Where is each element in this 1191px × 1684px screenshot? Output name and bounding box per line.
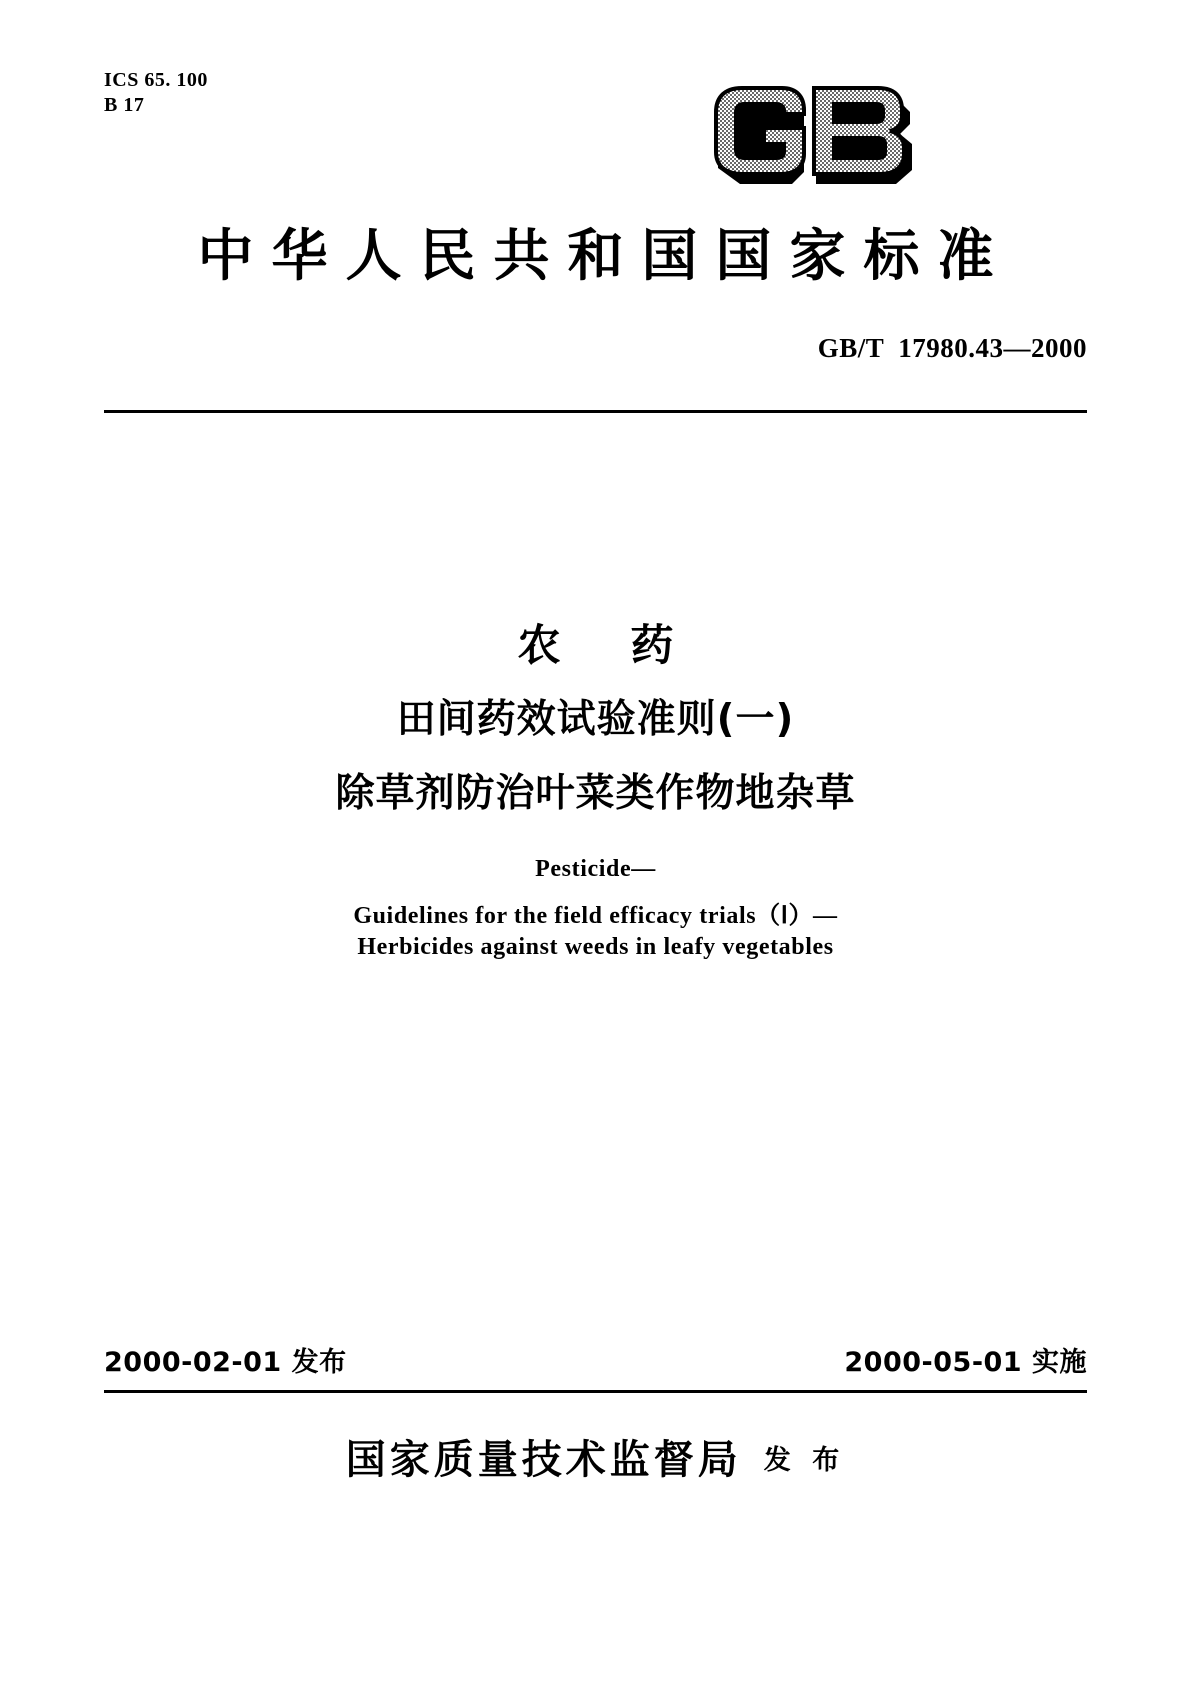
publisher-verb: 发 布 (763, 1445, 846, 1476)
ccs-code: B 17 (104, 94, 145, 116)
publisher-line (0, 1428, 1191, 1485)
title-chinese-main: 农药 (517, 621, 744, 671)
title-chinese-sub2: 除草剂防治叶菜类作物地杂草 (335, 771, 856, 816)
title-chinese-sub1: 田间药效试验准则(一) (396, 697, 795, 742)
title-english-line2: Guidelines for the field efficacy trials（Ⅰ）— (353, 903, 838, 929)
page-title: 中华人民共和国国家标准 (197, 224, 1012, 289)
title-english-line3: Herbicides against weeds in leafy vegetables (357, 934, 834, 960)
ics-code: ICS 65. 100 (104, 69, 208, 91)
effective-date: 2000-05-01 实施 (844, 1347, 1087, 1378)
publisher-organization: 国家质量技术监督局 (345, 1437, 742, 1483)
issue-date: 2000-02-01 发布 (104, 1347, 347, 1378)
ics-classification (104, 68, 208, 118)
title-english-line1: Pesticide— (535, 856, 656, 882)
gb-logo-icon (700, 72, 960, 192)
divider-bottom (104, 1390, 1087, 1393)
standard-number: GB/T 17980.43—2000 (817, 333, 1087, 363)
divider-top (104, 410, 1087, 413)
